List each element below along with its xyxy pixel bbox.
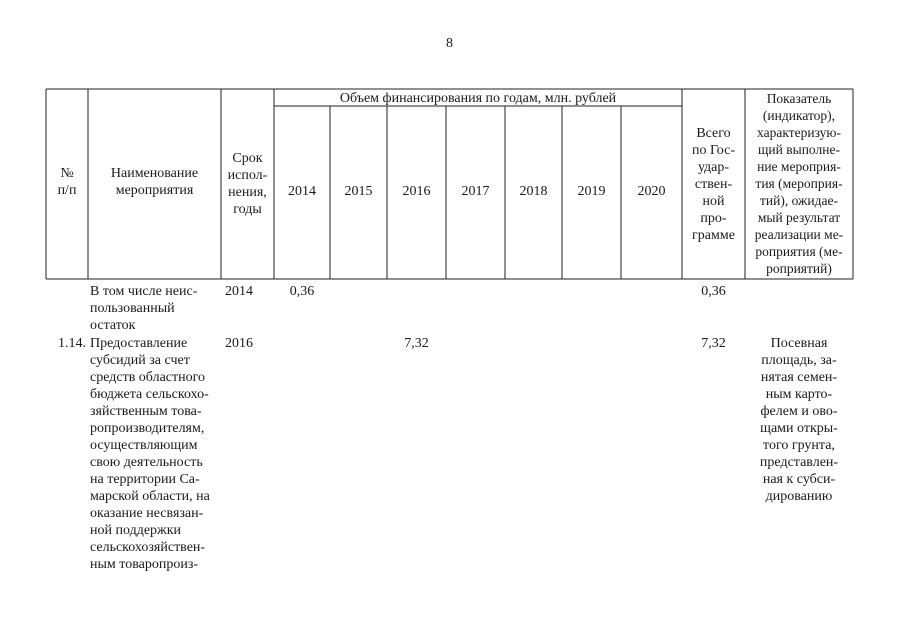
- header-col-term: Срок испол- нения, годы: [227, 151, 268, 217]
- header-year-2015: 2015: [344, 184, 373, 199]
- header-year-2014: 2014: [288, 184, 316, 199]
- header-col-name: Наименование мероприятия: [110, 166, 199, 198]
- row-1-name: В том числе неис- пользованный остаток: [90, 284, 198, 333]
- header-year-2016: 2016: [402, 184, 431, 199]
- header-col-total: Всего по Гос- удар- ствен- ной про- грамме: [691, 126, 736, 243]
- header-year-2019: 2019: [577, 184, 606, 199]
- page-number: 8: [446, 36, 453, 51]
- row-2-total: 7,32: [701, 336, 726, 351]
- header-funding-group: Объем финансирования по годам, млн. рублей: [339, 91, 617, 106]
- header-year-2017: 2017: [461, 184, 490, 199]
- header-year-2020: 2020: [637, 184, 666, 199]
- row-2-number: 1.14.: [58, 336, 86, 351]
- row-2-value-2016: 7,32: [404, 336, 429, 351]
- header-col-number: № п/п: [57, 166, 77, 198]
- row-1-total: 0,36: [701, 284, 726, 299]
- row-1-value-2014: 0,36: [289, 284, 315, 299]
- header-year-2018: 2018: [519, 184, 548, 199]
- row-2-name: Предоставление субсидий за счет средств областного бюджета сельскохо- зяйственным това- ропроизводителям, осуществляющим свою деятельность на территории Са- марской области, на оказание несвязан- ной поддержки сельскохозяйствен- ным товаропроиз-: [90, 336, 210, 572]
- row-2-indicator: Посевная площадь, за- нятая семен- ным карто- фелем и ово- щами откры- того грунта, представлен- ная к субси- дированию: [759, 336, 839, 504]
- row-1-term: 2014: [225, 284, 253, 299]
- row-2-term: 2016: [225, 336, 253, 351]
- header-col-indicator: Показатель (индикатор), характеризую- щий выполне- ние мероприя- тия (мероприя- тий), ожидае- мый результат реализации ме- роприятия (ме- роприятий): [754, 91, 844, 276]
